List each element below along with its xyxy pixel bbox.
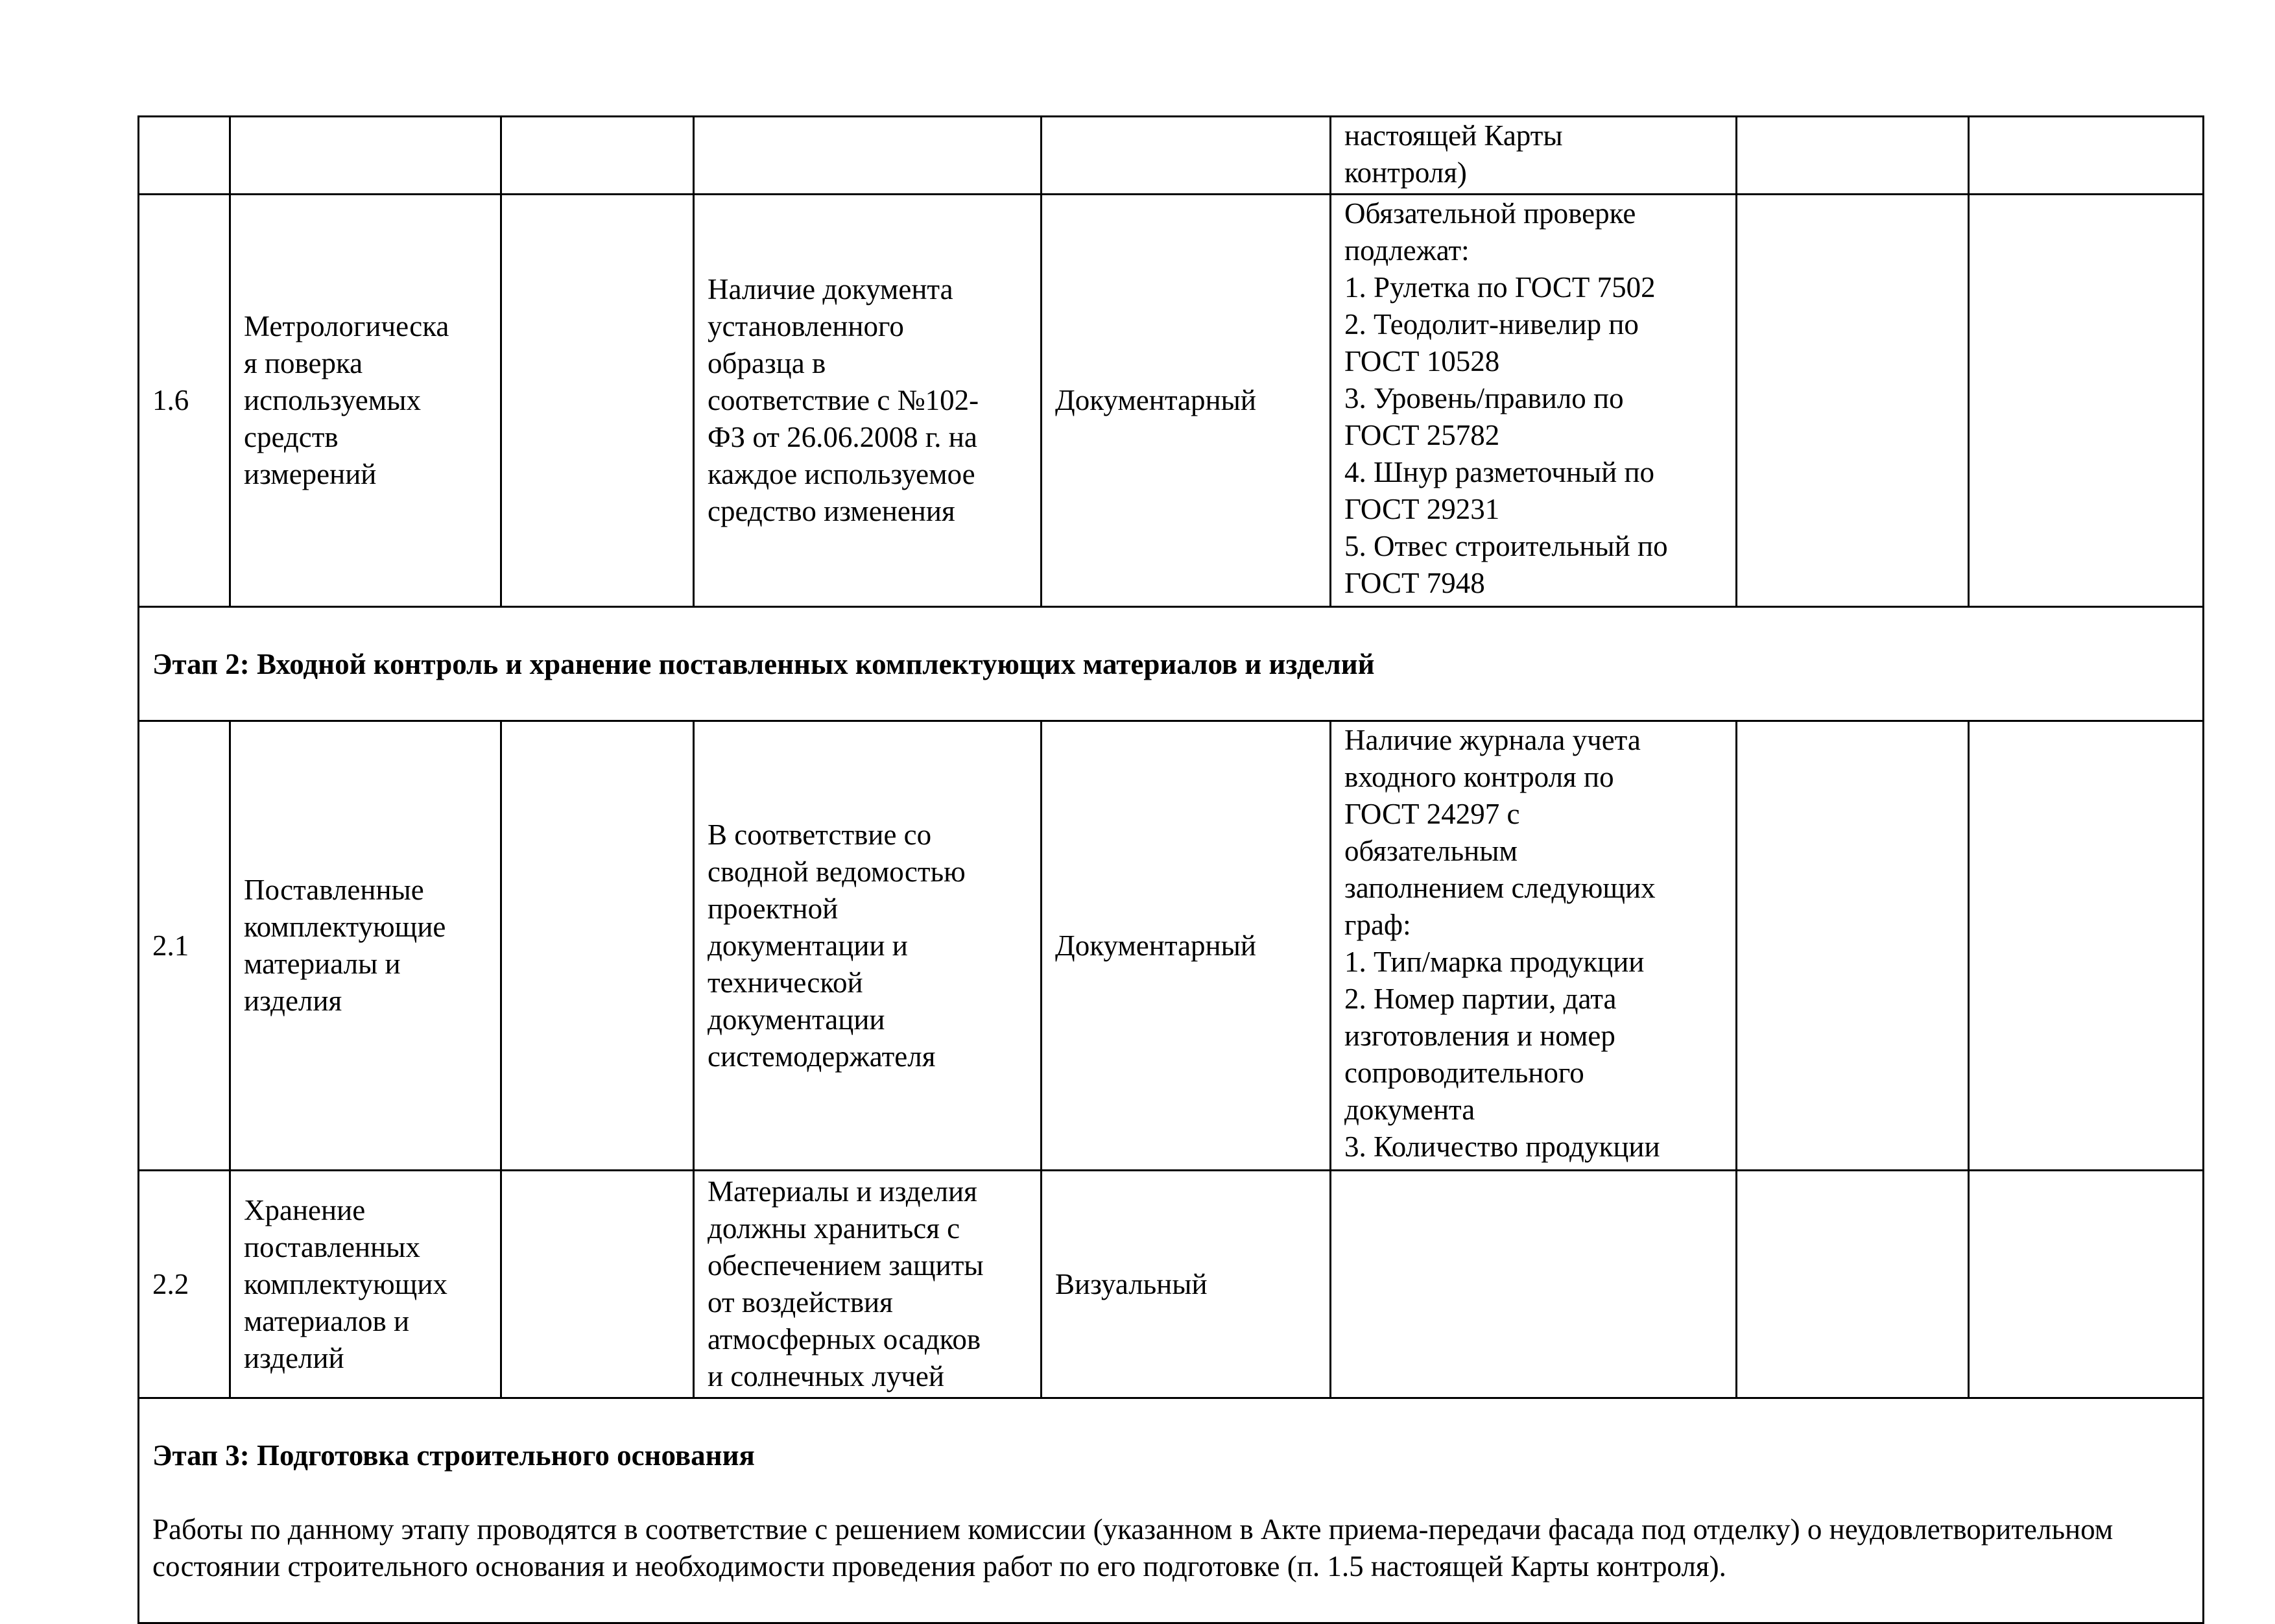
cell-requirement: Наличие документа установленного образца в соответствие с №102- ФЗ от 26.06.2008 г. на каждое используемое средство изменения (694, 195, 1042, 607)
cell-col8 (1969, 721, 2204, 1171)
cell-col3 (501, 721, 694, 1171)
cell-requirement: Материалы и изделия должны храниться с обеспечением защиты от воздействия атмосферных осадков и солнечных лучей (694, 1171, 1042, 1398)
stage-2-title: Этап 2: Входной контроль и хранение поставленных комплектующих материалов и изделий (152, 648, 1375, 680)
cell-method: Визуальный (1042, 1171, 1331, 1398)
table-row-continuation (139, 117, 2204, 195)
cell-notes: Обязательной проверке подлежат: 1. Рулетка по ГОСТ 7502 2. Теодолит-нивелир по ГОСТ 10528 3. Уровень/правило по ГОСТ 25782 4. Шнур разметочный по ГОСТ 29231 5. Отвес строительный по ГОСТ 7948 (1331, 195, 1737, 607)
control-map-table (137, 115, 2204, 1624)
cell-col3 (501, 195, 694, 607)
cell-num: 1.6 (139, 195, 230, 607)
cell-col7 (1737, 1171, 1969, 1398)
cell-name: Поставленные комплектующие материалы и изделия (230, 721, 501, 1171)
cell-notes: Наличие журнала учета входного контроля по ГОСТ 24297 с обязательным заполнением следующих граф: 1. Тип/марка продукции 2. Номер партии, дата изготовления и номер сопроводительного документа 3. Количество продукции (1331, 721, 1737, 1171)
cell-col8 (1969, 195, 2204, 607)
cell-num: 2.1 (139, 721, 230, 1171)
cell-col7 (1737, 117, 1969, 195)
cell-col3 (501, 1171, 694, 1398)
cell-notes: настоящей Карты контроля) (1331, 117, 1737, 195)
cell-method (1042, 117, 1331, 195)
cell-requirement: В соответствие со сводной ведомостью проектной документации и технической документации системодержателя (694, 721, 1042, 1171)
cell-notes (1331, 1171, 1737, 1398)
table-row-2-1 (139, 721, 2204, 1171)
stage-2-cell (139, 607, 2204, 721)
stage-3-row (139, 1398, 2204, 1623)
stage-3-text: Работы по данному этапу проводятся в соответствие с решением комиссии (указанном в Акте приема-передачи фасада под отделку) о неудовлетворительном состоянии строительного основания и необходимости проведения работ по его подготовке (п. 1.5 настоящей Карты контроля). (152, 1513, 2114, 1582)
cell-col3 (501, 117, 694, 195)
table-row-2-2 (139, 1171, 2204, 1398)
cell-name: Метрологическа я поверка используемых средств измерений (230, 195, 501, 607)
cell-method: Документарный (1042, 195, 1331, 607)
cell-name (230, 117, 501, 195)
stage-3-title: Этап 3: Подготовка строительного основания (152, 1439, 755, 1472)
cell-name: Хранение поставленных комплектующих материалов и изделий (230, 1171, 501, 1398)
cell-requirement (694, 117, 1042, 195)
cell-method: Документарный (1042, 721, 1331, 1171)
cell-col7 (1737, 195, 1969, 607)
stage-3-cell (139, 1398, 2204, 1623)
stage-2-row (139, 607, 2204, 721)
cell-col8 (1969, 1171, 2204, 1398)
cell-num (139, 117, 230, 195)
table-row-1-6 (139, 195, 2204, 607)
cell-col7 (1737, 721, 1969, 1171)
cell-num: 2.2 (139, 1171, 230, 1398)
cell-col8 (1969, 117, 2204, 195)
